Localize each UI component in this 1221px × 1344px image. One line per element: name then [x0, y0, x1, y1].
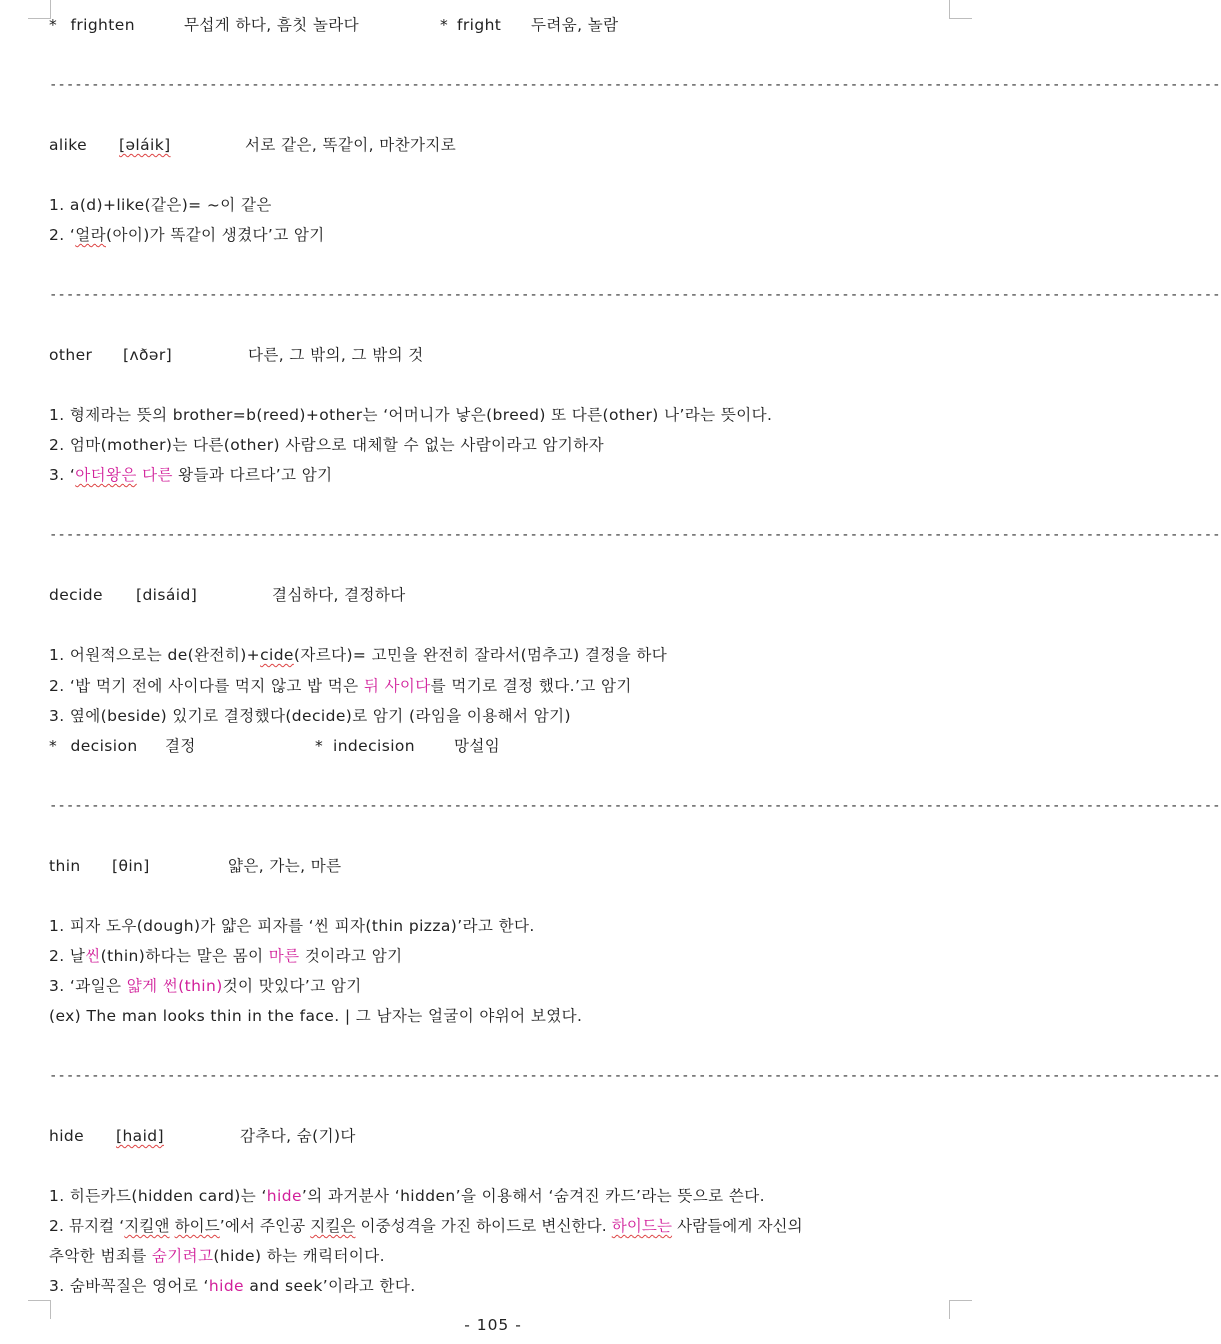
text: 것이라고 암기 [299, 947, 403, 965]
mnemonic-line: 3. 옆에(beside) 있기로 결정했다(decide)로 암기 (라임을 이용해서 암기) [49, 707, 571, 725]
example-sentence: (ex) The man looks thin in the face. | 그 남자는 얼굴이 야위어 보였다. [49, 1007, 583, 1025]
mnemonic-line: 1. a(d)+like(같은)= ~이 같은 [49, 196, 272, 214]
page-number: - 105 - [464, 1316, 522, 1334]
derivative-meaning: 결정 [165, 737, 196, 755]
mnemonic-line [49, 225, 325, 245]
crop-mark-top-left [28, 0, 51, 19]
derivative-meaning: 망설임 [454, 737, 501, 755]
text: 3. ‘과일은 [49, 977, 127, 995]
text: 하이드 [174, 1217, 220, 1235]
text: and seek’이라고 한다. [244, 1277, 416, 1295]
highlight: 숨기려고 [151, 1247, 214, 1265]
bullet-star: * [315, 737, 324, 755]
text: 1. 히든카드(hidden card)는 ‘ [49, 1187, 267, 1205]
highlight: hide [208, 1277, 244, 1295]
meaning: 감추다, 숨(기)다 [240, 1127, 356, 1145]
text: cide [260, 646, 294, 664]
text: 를 먹기로 결정 했다.’고 암기 [430, 677, 632, 695]
derivative-word: indecision [333, 737, 416, 755]
pronunciation: [disáid] [136, 586, 198, 604]
highlight: 얇게 썬(thin) [126, 977, 223, 995]
meaning: 다른, 그 밖의, 그 밖의 것 [248, 346, 424, 364]
derivative-line [49, 736, 501, 756]
separator: ------------------------------------------------------------------------------------------------------------------------------------------- [49, 77, 1221, 93]
text: 지킬앤 [124, 1217, 170, 1235]
text: (thin)하다는 말은 몸이 [100, 947, 269, 965]
text: (자르다)= 고민을 완전히 잘라서(멈추고) 결정을 하다 [293, 646, 668, 664]
derivative-meaning: 두려움, 놀람 [531, 16, 619, 34]
text: 3. ‘ [49, 466, 76, 484]
text: 2. 뮤지컬 ‘ [49, 1217, 125, 1235]
text: ’에서 주인공 [219, 1217, 311, 1235]
pronunciation: [θin] [112, 857, 150, 875]
entry-header [49, 1126, 356, 1146]
derivative-word: frighten [70, 16, 135, 34]
highlight: 하이드는 [611, 1217, 673, 1235]
entry-header [49, 345, 424, 365]
bullet-star: * [49, 16, 58, 34]
text: 얼라 [75, 226, 106, 244]
text: 2. ‘밥 먹기 전에 사이다를 먹지 않고 밥 먹은 [49, 677, 364, 695]
highlight: 아더왕은 [75, 466, 137, 484]
mnemonic-line [49, 1216, 803, 1236]
highlight: 다른 [142, 466, 173, 484]
bullet-star: * [440, 16, 449, 34]
pronunciation: [haid] [116, 1127, 164, 1145]
derivative-word: decision [70, 737, 138, 755]
text: 사람들에게 자신의 [672, 1217, 803, 1235]
mnemonic-line [49, 946, 402, 966]
mnemonic-line [49, 976, 362, 996]
text: (아이)가 똑같이 생겼다’고 암기 [106, 226, 325, 244]
meaning: 결심하다, 결정하다 [272, 586, 406, 604]
text: 1. 어원적으로는 de(완전히)+ [49, 646, 261, 664]
headword: decide [49, 586, 103, 604]
headword: other [49, 346, 93, 364]
highlight: hide [266, 1187, 302, 1205]
mnemonic-line [49, 465, 333, 485]
highlight: 마른 [268, 947, 300, 965]
pronunciation: [əláik] [119, 136, 171, 154]
text: 추악한 범죄를 [49, 1247, 152, 1265]
bullet-star: * [49, 737, 58, 755]
text: (hide) 하는 캐릭터이다. [213, 1247, 385, 1265]
mnemonic-line [49, 1246, 385, 1266]
mnemonic-line: 1. 형제라는 뜻의 brother=b(reed)+other는 ‘어머니가 낳은(breed) 또 다른(other) 나’라는 뜻이다. [49, 406, 773, 424]
derivative-word: fright [457, 16, 502, 34]
separator: ------------------------------------------------------------------------------------------------------------------------------------------- [49, 798, 1221, 814]
derivative-meaning: 무섭게 하다, 흠칫 놀라다 [184, 16, 360, 34]
highlight: 뒤 사이다 [363, 677, 431, 695]
mnemonic-line [49, 1276, 416, 1296]
pronunciation: [ʌðər] [123, 346, 173, 364]
headword: alike [49, 136, 88, 154]
separator: ------------------------------------------------------------------------------------------------------------------------------------------- [49, 527, 1221, 543]
entry-header [49, 135, 457, 155]
text: ’의 과거분사 ‘hidden’을 이용해서 ‘숨겨진 카드’라는 뜻으로 쓴다. [301, 1187, 765, 1205]
derivative-line [49, 15, 619, 35]
text: 이중성격을 가진 하이드로 변신한다. [355, 1217, 612, 1235]
separator: ------------------------------------------------------------------------------------------------------------------------------------------- [49, 287, 1221, 303]
mnemonic-line: 1. 피자 도우(dough)가 얇은 피자를 ‘씬 피자(thin pizza)’라고 한다. [49, 917, 535, 935]
headword: hide [49, 1127, 85, 1145]
mnemonic-line [49, 1186, 765, 1206]
mnemonic-line [49, 676, 632, 696]
entry-header [49, 856, 342, 876]
text: 2. 날 [49, 947, 86, 965]
text: 것이 맛있다’고 암기 [222, 977, 362, 995]
mnemonic-line [49, 645, 667, 665]
text: 지킬은 [310, 1217, 356, 1235]
headword: thin [49, 857, 81, 875]
mnemonic-line: 2. 엄마(mother)는 다른(other) 사람으로 대체할 수 없는 사람이라고 암기하자 [49, 436, 605, 454]
entry-header [49, 585, 406, 605]
text: 3. 숨바꼭질은 영어로 ‘ [49, 1277, 209, 1295]
highlight: 씬 [85, 947, 101, 965]
text: 왕들과 다르다’고 암기 [172, 466, 333, 484]
meaning: 서로 같은, 똑같이, 마찬가지로 [245, 136, 457, 154]
separator: ------------------------------------------------------------------------------------------------------------------------------------------- [49, 1068, 1221, 1084]
crop-mark-top-right [949, 0, 972, 19]
text: 2. ‘ [49, 226, 76, 244]
meaning: 얇은, 가는, 마른 [228, 857, 342, 875]
